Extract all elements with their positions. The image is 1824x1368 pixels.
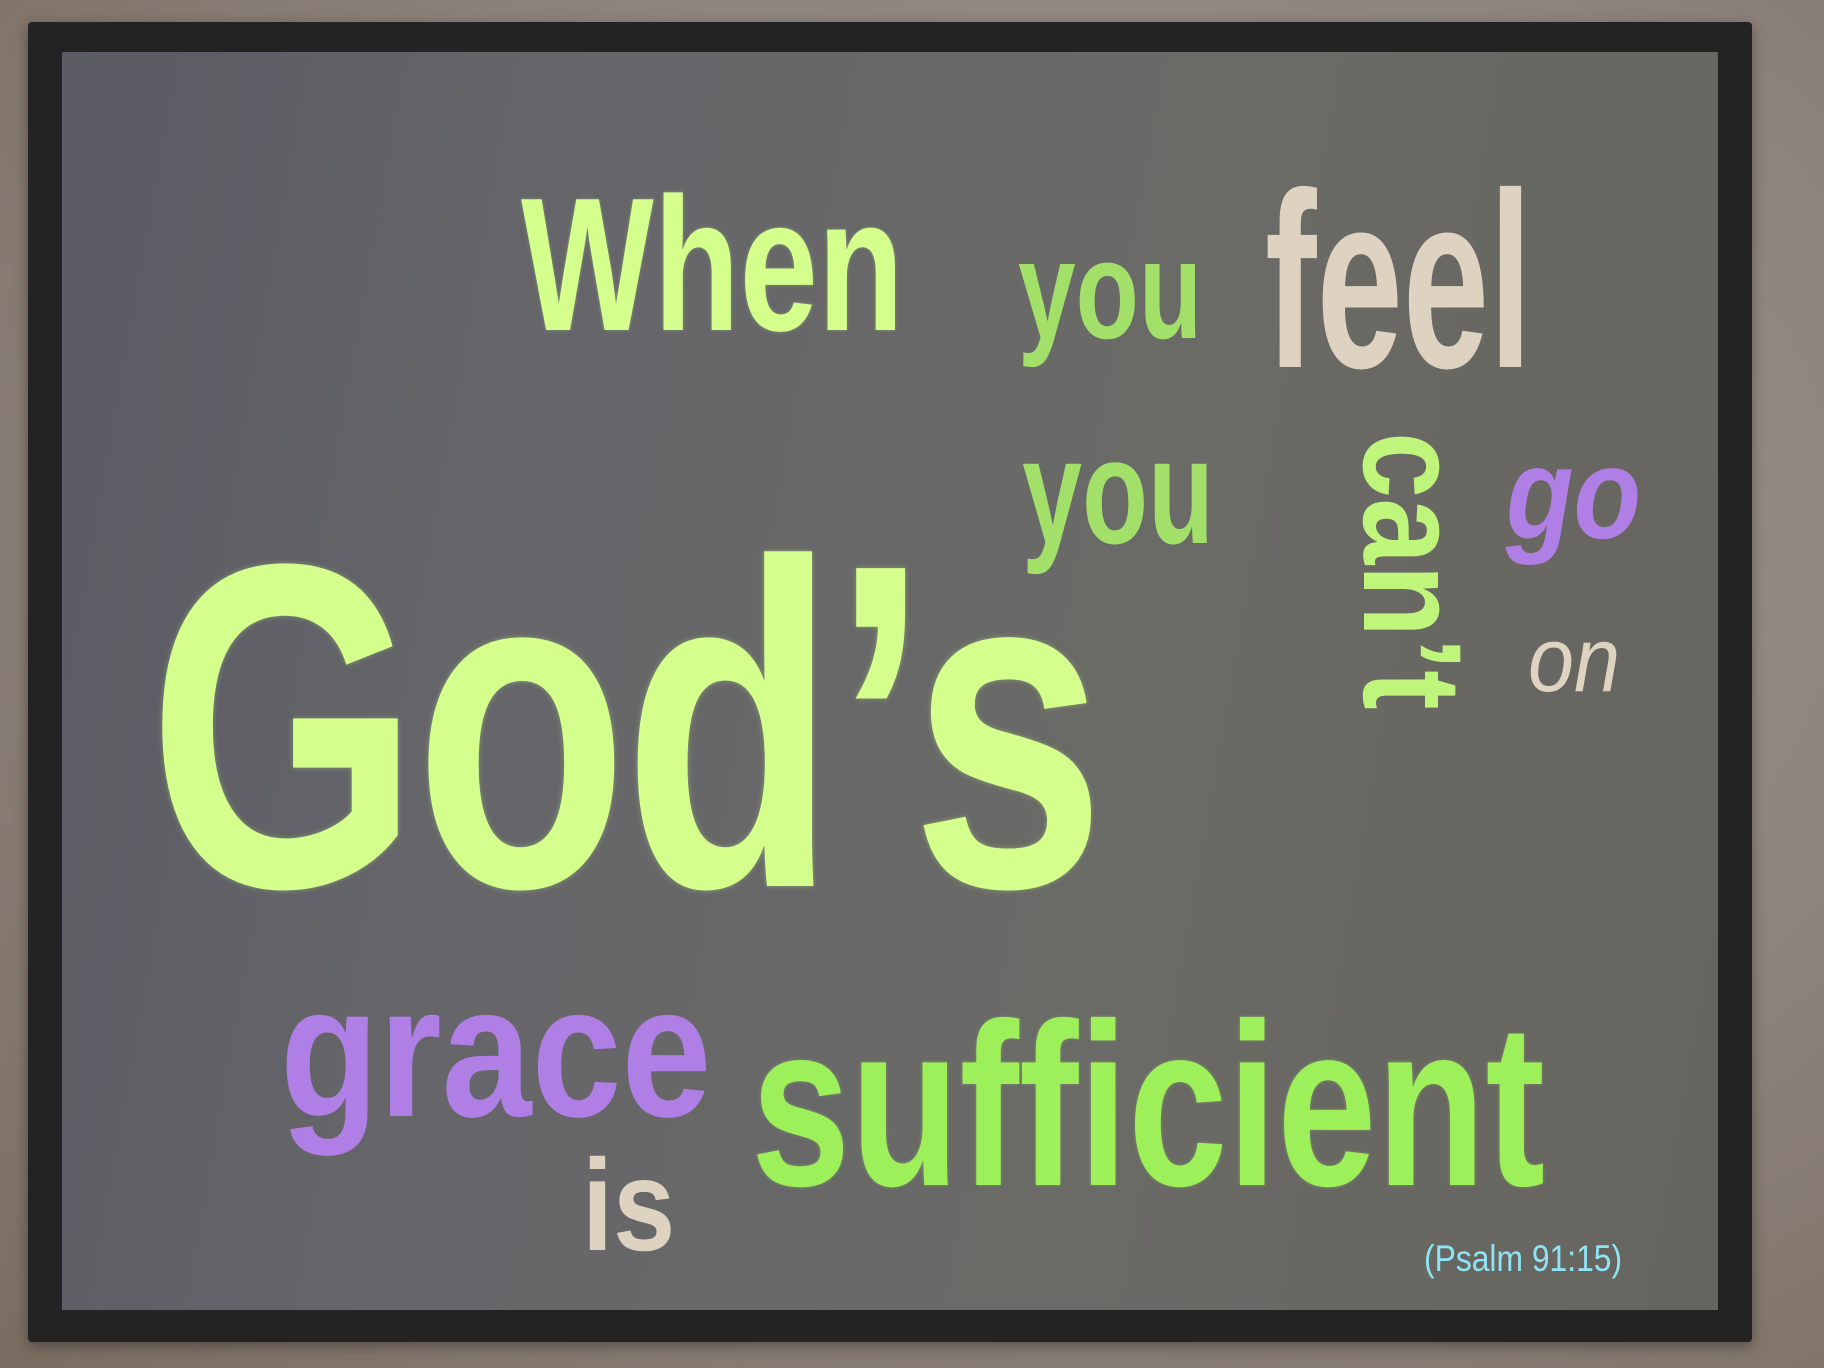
word-feel: feel xyxy=(1265,141,1533,420)
projection-screen xyxy=(62,52,1718,1310)
scripture-reference: (Psalm 91:15) xyxy=(1424,1238,1623,1279)
word-when: When xyxy=(521,159,904,371)
word-grace: grace xyxy=(280,946,712,1156)
word-cant-vertical: can’t xyxy=(1334,432,1491,710)
word-sufficient: sufficient xyxy=(751,976,1546,1235)
word-gods: God’s xyxy=(148,468,1101,984)
word-you-second: you xyxy=(1022,407,1215,575)
word-you-first: you xyxy=(1018,211,1203,368)
word-is: is xyxy=(582,1132,676,1278)
word-go: go xyxy=(1506,420,1642,566)
word-on: on xyxy=(1528,609,1621,711)
